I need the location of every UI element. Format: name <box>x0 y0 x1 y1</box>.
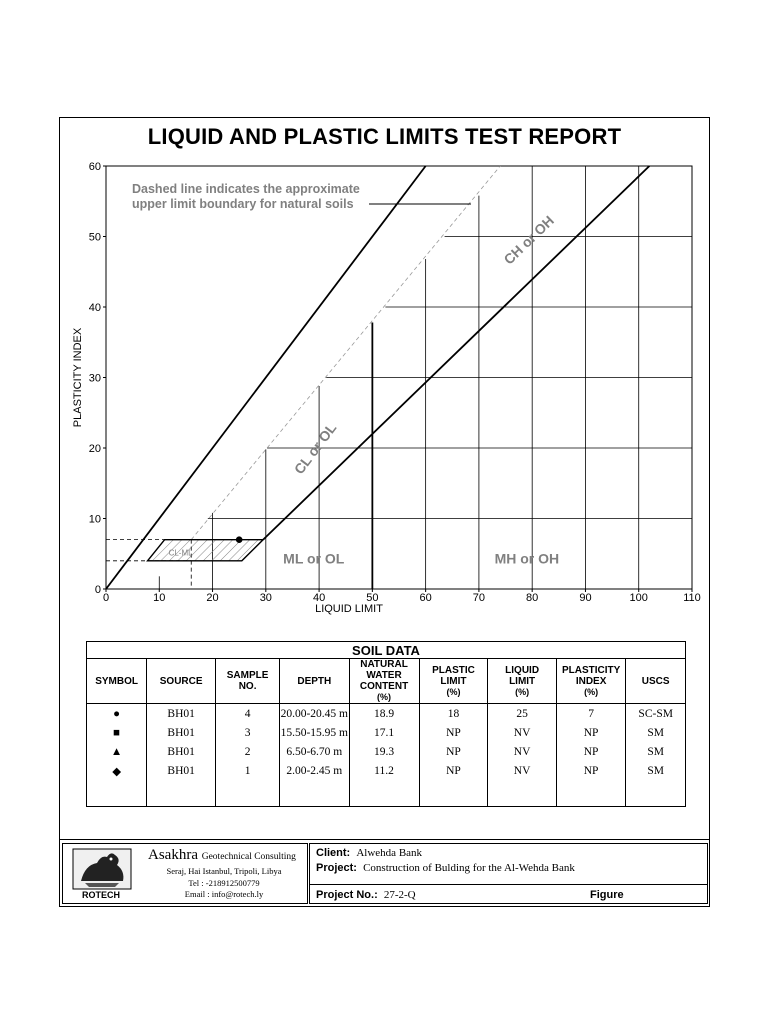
x-tick-label: 110 <box>683 592 701 604</box>
cell-nwc: 18.9 <box>349 704 419 724</box>
x-tick-label: 80 <box>526 592 539 604</box>
footer-divider <box>59 839 710 840</box>
table-row <box>87 723 686 742</box>
x-tick-label: 60 <box>419 592 432 604</box>
cell-pl: 18 <box>419 704 488 724</box>
soil-data-table <box>86 641 686 807</box>
cell-depth: 2.00-2.45 m <box>280 761 349 780</box>
data-point-sample-4 <box>236 536 243 543</box>
header-liquid-limit: LIQUID LIMIT (%) <box>488 659 556 704</box>
cell-uscs: SM <box>626 723 686 742</box>
y-tick-label: 0 <box>94 584 101 596</box>
zone-label-cl-ml: CL-ML <box>168 548 193 558</box>
x-tick-label: 0 <box>102 592 110 604</box>
cell-pi: NP <box>556 761 626 780</box>
cell-nwc: 17.1 <box>349 723 419 742</box>
x-axis-label: LIQUID LIMIT <box>315 603 383 615</box>
header-depth: DEPTH <box>280 659 349 704</box>
cell-uscs: SM <box>626 742 686 761</box>
y-tick-label: 30 <box>88 372 101 385</box>
table-row <box>87 742 686 761</box>
cell-sample: 4 <box>216 704 280 724</box>
a-line <box>263 166 649 540</box>
cell-ll: NV <box>488 742 556 761</box>
cell-pl: NP <box>419 742 488 761</box>
header-plasticity-index: PLASTICITY INDEX (%) <box>556 659 626 704</box>
company-address: Seraj, Hai Istanbul, Tripoli, Libya Tel : -218912500779 Email : info@rotech.ly <box>166 866 282 899</box>
x-tick-label: 20 <box>206 592 219 604</box>
cell-pi: NP <box>556 742 626 761</box>
client-line: Client: Alwehda Bank <box>316 847 423 859</box>
cell-depth: 6.50-6.70 m <box>280 742 349 761</box>
cell-source: BH01 <box>147 723 216 742</box>
cell-depth: 20.00-20.45 m <box>280 704 349 724</box>
zone-label-cl-ol: CL or OL <box>290 419 340 478</box>
project-no-line: Project No.: 27-2-Q <box>316 889 416 901</box>
annotation-line-2: upper limit boundary for natural soils <box>132 197 354 211</box>
zone-label-mh-oh: MH or OH <box>494 550 560 567</box>
zone-label-ml-ol: ML or OL <box>283 550 345 567</box>
cell-pi: 7 <box>556 704 626 724</box>
circle-icon: ● <box>87 704 147 724</box>
cell-sample: 3 <box>216 723 280 742</box>
header-natural-water-content: NATURAL WATER CONTENT (%) <box>349 659 419 704</box>
company-name: Asakhra Geotechnical Consulting <box>148 847 296 863</box>
header-symbol: SYMBOL <box>87 659 147 704</box>
figure-label: Figure <box>590 889 624 901</box>
table-filler-row <box>87 780 686 807</box>
cell-source: BH01 <box>147 742 216 761</box>
cell-pl: NP <box>419 723 488 742</box>
y-tick-label: 50 <box>88 231 101 244</box>
soil-data-title: SOIL DATA <box>87 642 686 659</box>
cell-ll: NV <box>488 761 556 780</box>
header-plastic-limit: PLASTIC LIMIT (%) <box>419 659 488 704</box>
x-tick-label: 50 <box>366 592 379 604</box>
cell-source: BH01 <box>147 761 216 780</box>
cell-uscs: SM <box>626 761 686 780</box>
cell-ll: NV <box>488 723 556 742</box>
cl-ml-zone <box>148 540 264 561</box>
rotech-logo-icon <box>71 847 151 891</box>
zone-label-ch-oh: CH or OH <box>500 212 557 268</box>
table-row <box>87 704 686 724</box>
y-axis-label: PLASTICITY INDEX <box>72 327 84 428</box>
square-icon: ■ <box>87 723 147 742</box>
cell-source: BH01 <box>147 704 216 724</box>
triangle-icon: ▲ <box>87 742 147 761</box>
x-tick-label: 100 <box>629 592 648 604</box>
report-title: LIQUID AND PLASTIC LIMITS TEST REPORT <box>147 124 622 149</box>
header-sample: SAMPLE NO. <box>216 659 280 704</box>
cell-uscs: SC-SM <box>626 704 686 724</box>
x-tick-label: 70 <box>472 592 486 604</box>
cell-sample: 1 <box>216 761 280 780</box>
y-tick-label: 40 <box>88 302 101 314</box>
table-row <box>87 761 686 780</box>
project-line: Project: Construction of Bulding for the Al-Wehda Bank <box>316 862 575 874</box>
annotation-line-1: Dashed line indicates the approximate <box>132 182 360 196</box>
header-source: SOURCE <box>147 659 216 704</box>
info-divider <box>310 884 707 885</box>
y-tick-label: 60 <box>88 161 101 173</box>
y-tick-label: 10 <box>88 513 101 526</box>
cell-ll: 25 <box>488 704 556 724</box>
x-tick-label: 30 <box>259 592 272 604</box>
cell-nwc: 11.2 <box>349 761 419 780</box>
brand-label: ROTECH <box>82 890 120 900</box>
x-tick-label: 10 <box>153 592 166 604</box>
y-tick-label: 20 <box>88 443 101 455</box>
cell-nwc: 19.3 <box>349 742 419 761</box>
cell-sample: 2 <box>216 742 280 761</box>
cell-pi: NP <box>556 723 626 742</box>
x-tick-label: 90 <box>579 592 592 604</box>
project-info-box <box>309 843 708 904</box>
x-tick-label: 40 <box>312 592 326 604</box>
header-uscs: USCS <box>626 659 686 704</box>
natural-soil-boundary <box>191 166 500 540</box>
diamond-icon: ◆ <box>87 761 147 780</box>
cell-depth: 15.50-15.95 m <box>280 723 349 742</box>
cell-pl: NP <box>419 761 488 780</box>
